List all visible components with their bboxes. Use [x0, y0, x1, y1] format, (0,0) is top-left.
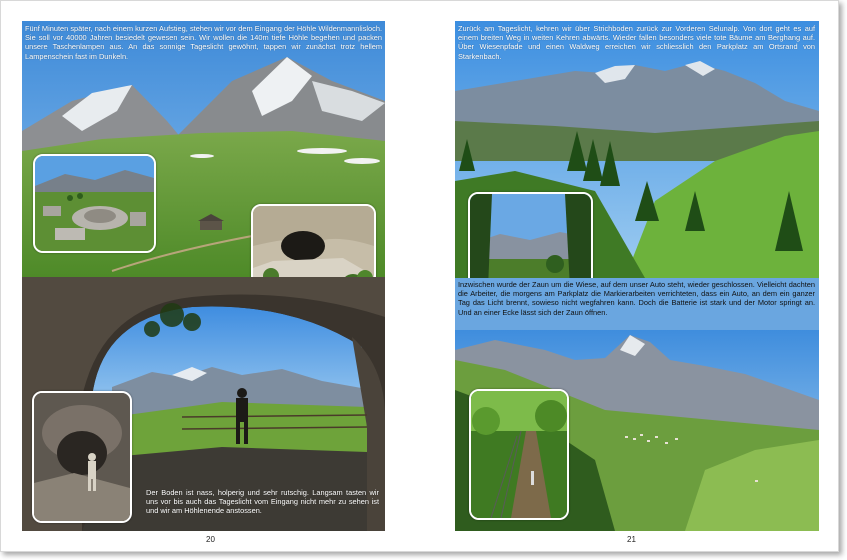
left-inset-ruins-photo: [33, 154, 156, 253]
right-inset-forest-path-photo: [469, 389, 569, 520]
right-page-number: 21: [627, 535, 636, 544]
right-inset-forest-view-photo: [468, 192, 593, 290]
right-middle-caption: Inzwischen wurde der Zaun um die Wiese, auf dem unser Auto steht, wieder geschlossen. Vielleicht dachten die Arbeiter, die morgens am Parkplatz die Markierarbeiten verrichteten, dass ein Auto, an dem ein ganzer Tag das Licht brennt, sowieso nicht wegfahren kann. Doch die Batterie ist stark und der Motor springt an. Und an einer Ecke lässt sich der Zaun öffnen.: [458, 280, 815, 317]
left-inset-cave-interior-photo: [32, 391, 132, 523]
left-top-caption: Fünf Minuten später, nach einem kurzen Aufstieg, stehen wir vor dem Eingang der Höhle Wildenmannlisloch. Sie soll vor 40000 Jahren besiedelt gewesen sein. Wir wollen die 140m tiefe Höhle begehen und packen unsere Taschenlampen aus. An das sonnige Tageslicht gewöhnt, tappen wir zunächst trotz hellem Lampenschein fast im Dunkeln.: [25, 24, 382, 61]
right-top-caption: Zurück am Tageslicht, kehren wir über Strichboden zurück zur Vorderen Selunalp. Von dort geht es auf einem breiten Weg in weiten Kehren abwärts. Wieder fallen besonders viele tote Bäume am Berghang auf. Über Wiesenpfade und einen Waldweg erreichen wir schliesslich den Parkplatz am Ortsrand von Starkenbach.: [458, 24, 815, 61]
left-page-number: 20: [206, 535, 215, 544]
left-bottom-caption: Der Boden ist nass, holperig und sehr rutschig. Langsam tasten wir uns vor bis auch das Tageslicht vom Eingang nicht mehr zu sehen ist und wir am Höhlenende anstossen.: [146, 488, 379, 516]
